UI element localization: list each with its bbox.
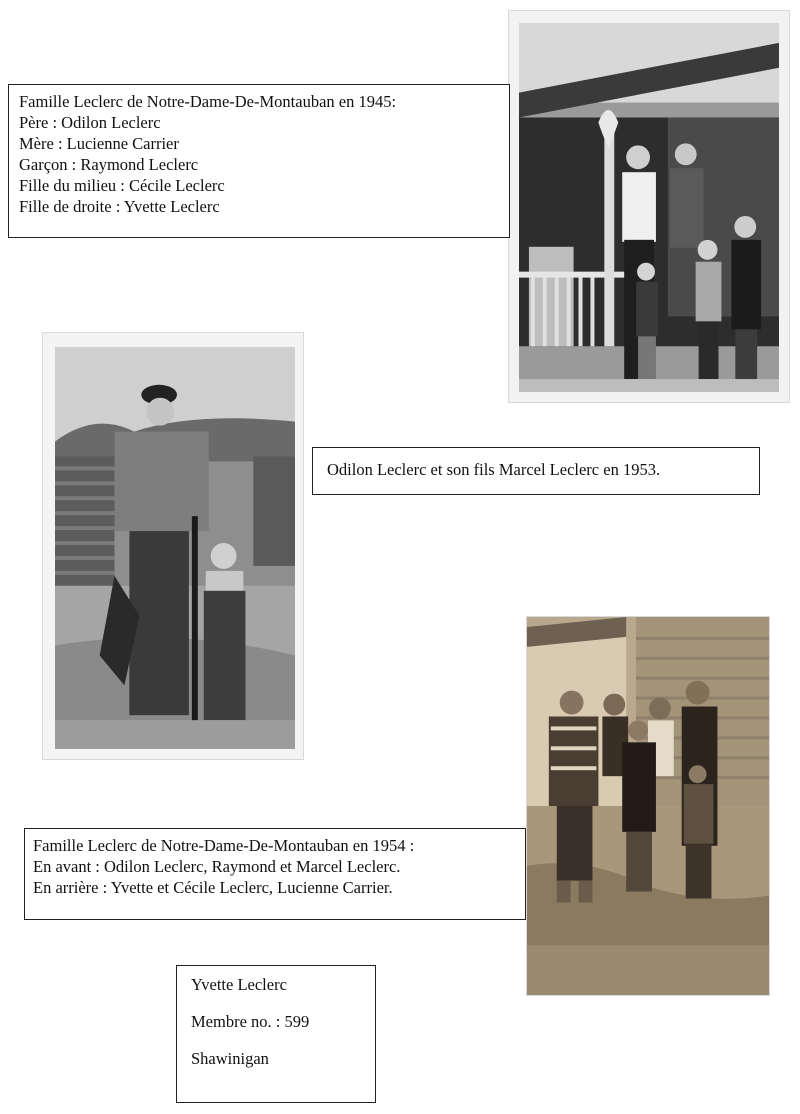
member-city: Shawinigan [191, 1049, 269, 1068]
caption-line-father: Père : Odilon Leclerc [19, 113, 161, 132]
caption-line-middle-girl: Fille du milieu : Cécile Leclerc [19, 176, 225, 195]
caption-line-title: Famille Leclerc de Notre-Dame-De-Montauban en 1945: [19, 92, 397, 111]
family-porch-1945-image [519, 23, 779, 392]
member-number: Membre no. : 599 [191, 1012, 310, 1031]
father-son-1953-image [55, 347, 295, 749]
member-name: Yvette Leclerc [191, 975, 287, 994]
family-1945-caption [8, 84, 510, 238]
member-info-box [176, 965, 376, 1103]
family-yard-1954-image [527, 617, 769, 995]
family-yard-1954-photo [526, 616, 770, 996]
caption-line-front-row: En avant : Odilon Leclerc, Raymond et Marcel Leclerc. [33, 857, 401, 876]
father-son-1953-caption [312, 447, 760, 495]
caption-line-mother: Mère : Lucienne Carrier [19, 134, 179, 153]
caption-line-boy: Garçon : Raymond Leclerc [19, 155, 199, 174]
caption-father-son-text: Odilon Leclerc et son fils Marcel Leclerc en 1953. [327, 460, 661, 479]
family-1954-caption [24, 828, 526, 920]
caption-line-right-girl: Fille de droite : Yvette Leclerc [19, 197, 220, 216]
father-son-1953-photo [42, 332, 304, 760]
caption-line-back-row: En arrière : Yvette et Cécile Leclerc, Lucienne Carrier. [33, 878, 393, 897]
family-porch-1945-photo [508, 10, 790, 403]
caption-line-title-1954: Famille Leclerc de Notre-Dame-De-Montauban en 1954 : [33, 836, 415, 855]
